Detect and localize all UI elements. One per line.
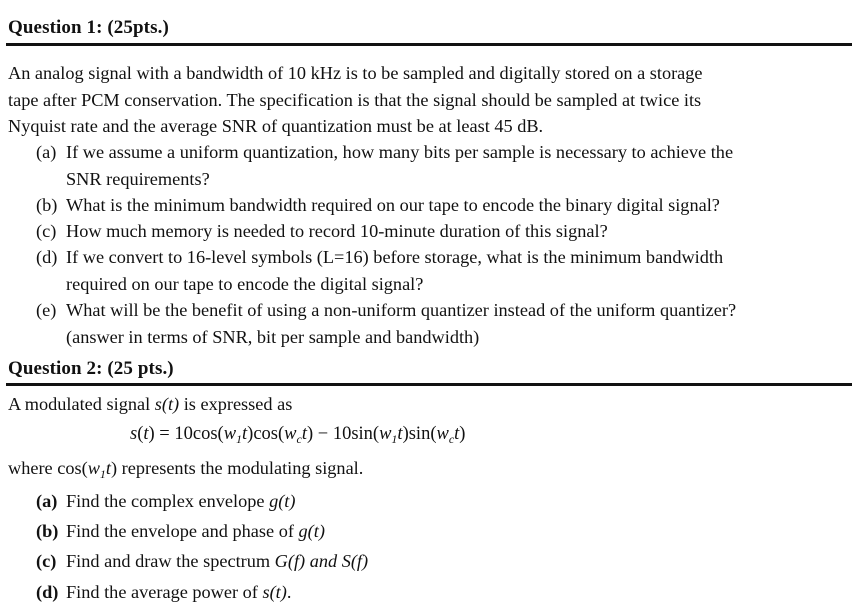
question-2-part-d: [36, 579, 736, 606]
intro-text: is expressed as: [179, 394, 293, 414]
question-1-heading: Question 1: (25pts.): [8, 17, 169, 38]
part-text: [66, 488, 806, 515]
signal-symbol: s(t): [154, 394, 180, 414]
part-line: If we convert to 16-level symbols (L=16) before storage, what is the minimum bandwidth: [66, 247, 724, 267]
question-2-heading: Question 2: (25 pts.): [8, 358, 174, 379]
part-label: (e): [36, 300, 57, 320]
intro-line: tape after PCM conservation. The specification is that the signal should be sampled at twice its: [8, 89, 702, 110]
question-1-part-e: [36, 297, 816, 351]
part-line: What will be the benefit of using a non-uniform quantizer instead of the uniform quantizer?: [66, 300, 737, 320]
part-label: (c): [36, 551, 57, 571]
question-2-rule: [6, 383, 852, 386]
part-tail: .: [286, 582, 292, 602]
part-line: SNR requirements?: [66, 168, 210, 189]
part-text: [66, 548, 806, 575]
part-text: [66, 244, 806, 297]
math-symbol: s(t): [262, 582, 287, 602]
part-label: (b): [36, 521, 59, 541]
math-symbol: g(t): [269, 491, 296, 511]
where-text: where: [8, 458, 58, 478]
question-1-part-b: [36, 192, 816, 219]
intro-line: Nyquist rate and the average SNR of quantization must be at least 45 dB.: [8, 116, 544, 136]
question-2-part-c: [36, 548, 736, 575]
math-symbol: g(t): [298, 521, 325, 541]
question-1-part-a: [36, 139, 816, 193]
math-symbol: G(f) and S(f): [274, 551, 369, 571]
part-line: Find the envelope and phase of: [66, 521, 299, 541]
part-label: (c): [36, 221, 57, 241]
part-label: (d): [36, 582, 59, 602]
question-1-rule: [6, 43, 852, 46]
part-line: What is the minimum bandwidth required on our tape to encode the binary digital signal?: [66, 195, 720, 215]
cropped-text-marks: [300, 0, 440, 2]
part-line: Find the average power of: [66, 582, 263, 602]
part-text: [66, 218, 806, 245]
part-text: [66, 518, 806, 545]
part-label: (b): [36, 195, 58, 215]
part-line: How much memory is needed to record 10-minute duration of this signal?: [66, 221, 608, 241]
part-line: (answer in terms of SNR, bit per sample and bandwidth): [66, 326, 480, 347]
question-2-part-a: [36, 488, 736, 515]
part-text: [66, 297, 806, 350]
where-text: represents the modulating signal.: [117, 458, 364, 478]
question-2-where: where $\cos(w_1t)$ represents the modulating signal.: [8, 458, 364, 481]
part-label: (a): [36, 142, 57, 162]
question-1-intro: [8, 60, 808, 140]
question-2-part-b: [36, 518, 736, 545]
part-text: [66, 139, 806, 192]
question-1-part-c: [36, 218, 816, 245]
part-text: [66, 192, 806, 219]
part-line: required on our tape to encode the digital signal?: [66, 273, 424, 294]
part-label: (a): [36, 491, 58, 511]
part-line: If we assume a uniform quantization, how many bits per sample is necessary to achieve the: [66, 142, 734, 162]
part-text: [66, 579, 806, 606]
part-line: Find the complex envelope: [66, 491, 270, 511]
intro-line: An analog signal with a bandwidth of 10 kHz is to be sampled and digitally stored on a storage: [8, 63, 703, 83]
intro-text: A modulated signal: [8, 394, 155, 414]
equation: $s(t) = 10\cos(w_1t)\cos(w_ct) - 10\sin(w_1t)\sin(w_ct)$: [130, 424, 466, 446]
question-1-part-d: [36, 244, 816, 298]
question-2-intro: [8, 391, 808, 418]
part-line: Find and draw the spectrum: [66, 551, 275, 571]
part-label: (d): [36, 247, 58, 267]
